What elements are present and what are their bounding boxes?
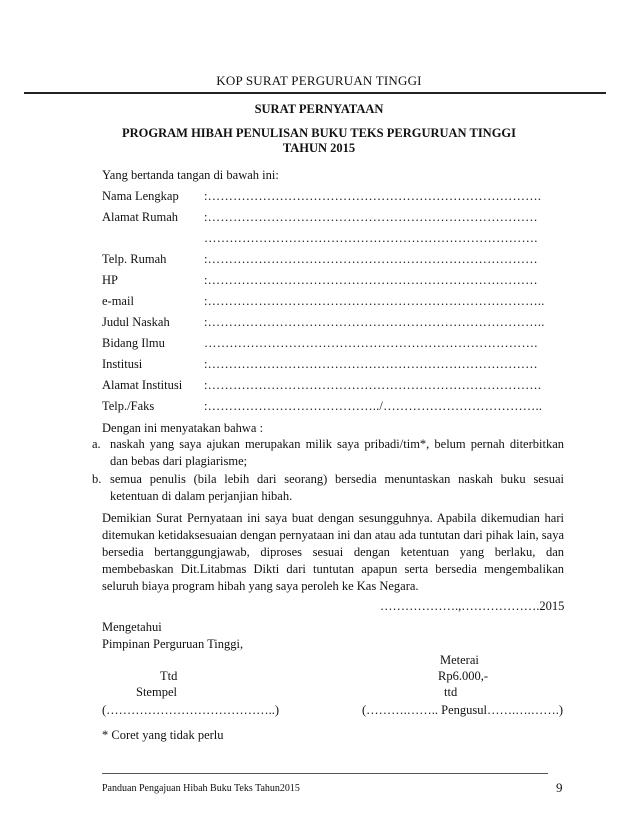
signature-right: (……….…….. Pengusul…….….…….) bbox=[362, 703, 564, 717]
stempel-label: Stempel bbox=[136, 685, 177, 699]
closing-paragraph: Demikian Surat Pernyataan ini saya buat dengan sesungguhnya. Apabila dikemudian hari ditemukan ketidaksesuaian dengan pernyataan ini dan atau ada tuntutan dari pihak lain, saya bersedia bertanggungjawab, diproses sesuai dengan ketentuan yang berlaku, dan membebaskan Dit.Litabmas Dikti dari tuntutan apapun serta bersedia mengembalikan seluruh biaya program hibah yang saya peroleh ke Kas Negara. bbox=[102, 511, 564, 593]
field-value-alamat: :…………………………………………………………………… bbox=[204, 210, 538, 224]
list-item bbox=[92, 436, 564, 470]
field-value-alamat-cont: ……………………………………………………………………. bbox=[204, 231, 538, 245]
field-value-hp: :…………………………………………………………………… bbox=[204, 273, 538, 287]
ttd-left-label: Ttd bbox=[160, 669, 178, 683]
program-title-line1: PROGRAM HIBAH PENULISAN BUKU TEKS PERGURUAN TINGGI bbox=[121, 126, 517, 140]
field-label-alamat-institusi: Alamat Institusi bbox=[102, 378, 183, 392]
field-label-nama: Nama Lengkap bbox=[102, 189, 179, 203]
field-value-email: :…………………………………………………………………….. bbox=[204, 294, 545, 308]
field-value-judul: :…………………………………………………………………….. bbox=[204, 315, 545, 329]
field-label-institusi: Institusi bbox=[102, 357, 143, 371]
letterhead-rule bbox=[24, 92, 606, 94]
page-number: 9 bbox=[556, 780, 563, 795]
field-value-telp-faks: :…………………………………../……………………………….. bbox=[204, 399, 543, 413]
field-label-judul: Judul Naskah bbox=[102, 315, 170, 329]
field-label-telp-rumah: Telp. Rumah bbox=[102, 252, 167, 266]
list-item-text: naskah yang saya ajukan merupakan milik saya pribadi/tim*, belum pernah diterbitkan dan bebas dari plagiarisme; bbox=[110, 437, 564, 468]
field-value-alamat-institusi: :……………………………………………………………………. bbox=[204, 378, 542, 392]
field-label-alamat: Alamat Rumah bbox=[102, 210, 179, 224]
footer-rule bbox=[102, 773, 548, 774]
field-label-email: e-mail bbox=[102, 294, 134, 308]
intro-text: Yang bertanda tangan di bawah ini: bbox=[102, 168, 279, 182]
footnote: * Coret yang tidak perlu bbox=[102, 728, 224, 742]
ttd-right-label: ttd bbox=[444, 685, 458, 699]
meterai-label: Meterai bbox=[440, 653, 479, 667]
meterai-nominal: Rp6.000,- bbox=[438, 669, 488, 683]
field-label-telp-faks: Telp./Faks bbox=[102, 399, 155, 413]
declaration-intro: Dengan ini menyatakan bahwa : bbox=[102, 421, 264, 435]
signature-left: (…………………………………..) bbox=[102, 703, 280, 717]
list-marker: a. bbox=[92, 437, 101, 451]
field-value-telp-rumah: :…………………………………………………………………… bbox=[204, 252, 538, 266]
list-item bbox=[92, 471, 564, 505]
footer-text: Panduan Pengajuan Hibah Buku Teks Tahun2015 bbox=[102, 783, 300, 794]
field-value-bidang: ……………………………………………………………………. bbox=[204, 336, 538, 350]
list-item-text: semua penulis (bila lebih dari seorang) bersedia menuntaskan naskah buku sesuai ketentuan di dalam perjanjian hibah. bbox=[110, 472, 564, 503]
field-label-hp: HP bbox=[102, 273, 118, 287]
mengetahui-label: Mengetahui bbox=[102, 620, 162, 634]
list-marker: b. bbox=[92, 472, 102, 486]
field-value-institusi: :…………………………………………………………………… bbox=[204, 357, 538, 371]
document-title: SURAT PERNYATAAN bbox=[254, 102, 384, 116]
letterhead-title: KOP SURAT PERGURUAN TINGGI bbox=[216, 73, 422, 88]
program-title-line2: TAHUN 2015 bbox=[282, 141, 356, 155]
date-line: ……………….,……………….2015 bbox=[380, 599, 565, 613]
field-value-nama: :……………………………………………………………………. bbox=[204, 189, 542, 203]
field-label-bidang: Bidang Ilmu bbox=[102, 336, 165, 350]
pimpinan-label: Pimpinan Perguruan Tinggi, bbox=[102, 637, 244, 651]
program-title bbox=[0, 126, 638, 156]
declaration-list bbox=[92, 436, 564, 506]
